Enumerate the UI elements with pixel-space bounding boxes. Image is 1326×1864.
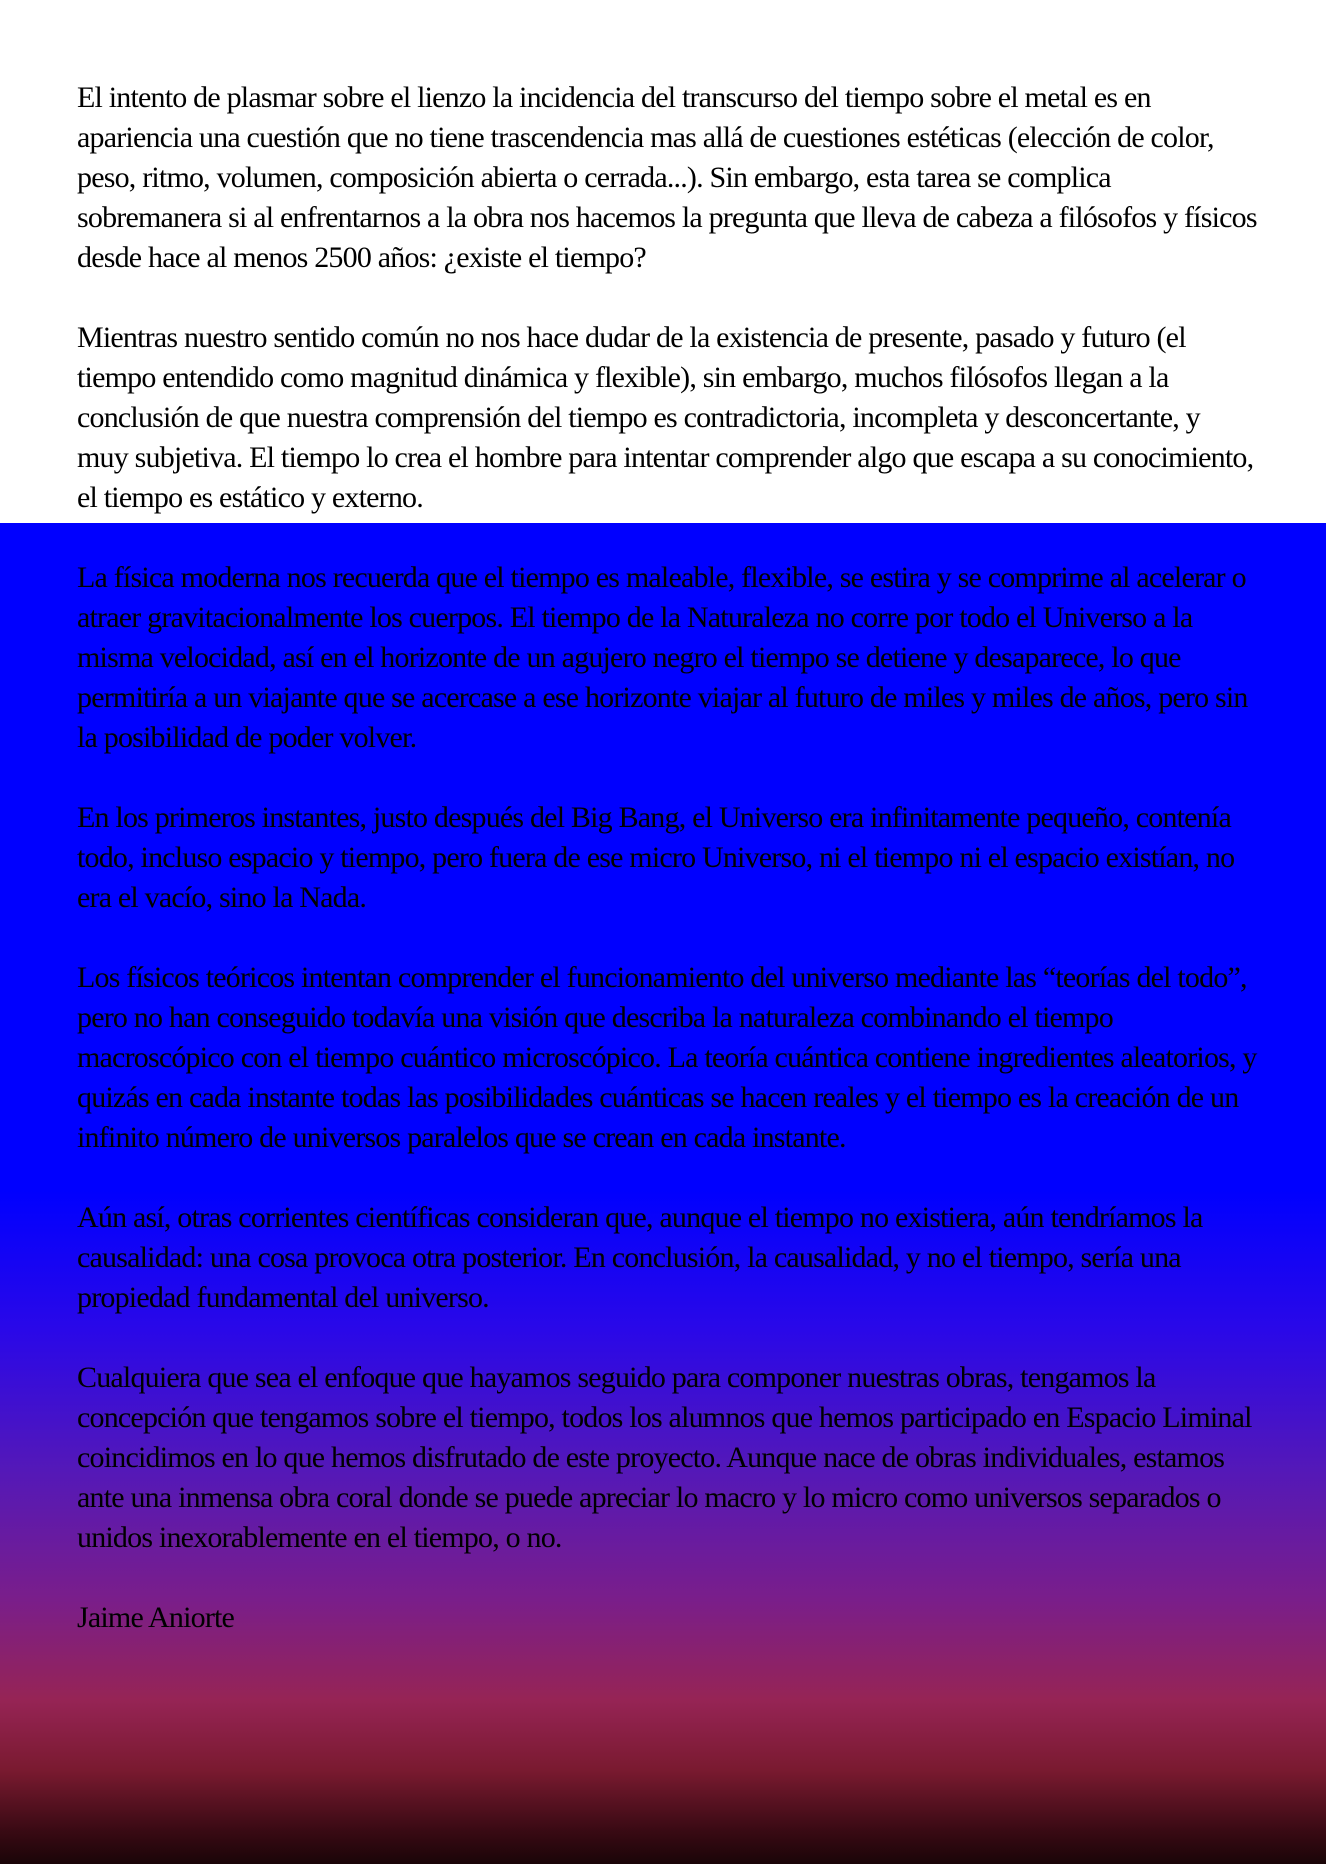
document-body bbox=[77, 78, 1257, 1638]
paragraph-4: En los primeros instantes, justo después del Big Bang, el Universo era infinitamente pequeño, contenía todo, incluso espacio y tiempo, pero fuera de ese micro Universo, ni el tiempo ni el espacio existían, no era el vacío, sino la Nada. bbox=[77, 801, 1235, 914]
author-signature: Jaime Aniorte bbox=[77, 1601, 235, 1634]
paragraph-6: Aún así, otras corrientes científicas consideran que, aunque el tiempo no existiera, aún tendríamos la causalidad: una cosa provoca otra posterior. En conclusión, la causalidad, y no el tiempo, sería una propiedad fundamental del universo. bbox=[77, 1201, 1203, 1314]
paragraph-5: Los físicos teóricos intentan comprender el funcionamiento del universo mediante las “teorías del todo”, pero no han conseguido todavía una visión que describa la naturaleza combinando el tiempo macroscópico con el tiempo cuántico microscópico. La teoría cuántica contiene ingredientes aleatorios, y quizás en cada instante todas las posibilidades cuánticas se hacen reales y el tiempo es la creación de un infinito número de universos paralelos que se crean en cada instante. bbox=[77, 961, 1257, 1154]
paragraph-7: Cualquiera que sea el enfoque que hayamos seguido para componer nuestras obras, tengamos la concepción que tengamos sobre el tiempo, todos los alumnos que hemos participado en Espacio Liminal coincidimos en lo que hemos disfrutado de este proyecto. Aunque nace de obras individuales, estamos ante una inmensa obra coral donde se puede apreciar lo macro y lo micro como universos separados o unidos inexorablemente en el tiempo, o no. bbox=[77, 1361, 1252, 1554]
paragraph-3: La física moderna nos recuerda que el tiempo es maleable, flexible, se estira y se comprime al acelerar o atraer gravitacionalmente los cuerpos. El tiempo de la Naturaleza no corre por todo el Universo a la misma velocidad, así en el horizonte de un agujero negro el tiempo se detiene y desaparece, lo que permitiría a un viajante que se acercase a ese horizonte viajar al futuro de miles y miles de años, pero sin la posibilidad de poder volver. bbox=[77, 561, 1248, 754]
paragraph-1: El intento de plasmar sobre el lienzo la incidencia del transcurso del tiempo sobre el metal es en apariencia una cuestión que no tiene trascendencia mas allá de cuestiones estéticas (elección de color, peso, ritmo, volumen, composición abierta o cerrada...). Sin embargo, esta tarea se complica sobremanera si al enfrentarnos a la obra nos hacemos la pregunta que lleva de cabeza a filósofos y físicos desde hace al menos 2500 años: ¿existe el tiempo? bbox=[77, 81, 1257, 274]
paragraph-2: Mientras nuestro sentido común no nos hace dudar de la existencia de presente, pasado y futuro (el tiempo entendido como magnitud dinámica y flexible), sin embargo, muchos filósofos llegan a la conclusión de que nuestra comprensión del tiempo es contradictoria, incompleta y desconcertante, y muy subjetiva. El tiempo lo crea el hombre para intentar comprender algo que escapa a su conocimiento, el tiempo es estático y externo. bbox=[77, 321, 1254, 514]
